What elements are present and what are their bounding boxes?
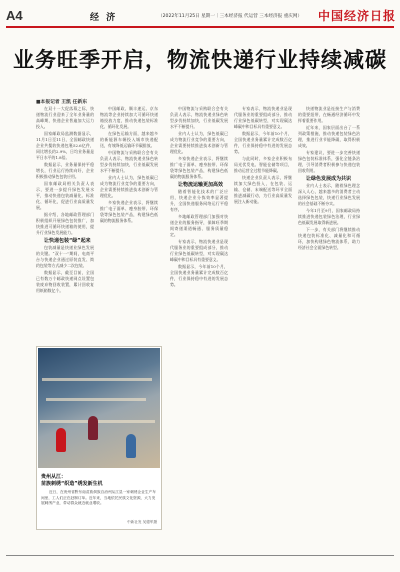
paragraph: 中国邮政、顺丰速运、京东物流等企业持续加大可循环快递箱投放力度，推动快递包装标准化、循环化发展。 bbox=[100, 106, 158, 129]
article-column-4 bbox=[234, 106, 292, 546]
section-title: 经 济 bbox=[90, 13, 118, 23]
paragraph: 业内人士认为，绿色低碳已成为物流行业竞争的重要方向，企业需要持续推进技术创新与管理优化。 bbox=[100, 175, 158, 198]
article-column-3 bbox=[170, 106, 228, 546]
photo-title-line1: 贵州从江： bbox=[41, 474, 67, 480]
paragraph: 专家建议，要进一步完善快递绿色包装标准体系，强化全链条治理，引导消费者积极参与快递包装回收利用。 bbox=[298, 150, 360, 173]
paragraph: 多家快递企业表示，将继续推广电子面单、瘦身胶带、环保袋等绿色包装产品，构建绿色低碳的物流服务体系。 bbox=[170, 156, 228, 179]
paragraph: 中国物流与采购联合会有关负责人表示，物流快递业绿色转型步伐持续加快，行业低碳发展水平不断提升。 bbox=[170, 106, 228, 129]
paragraph: 随着智能化技术的广泛应用，快递企业分拣效率显著提升，全国快递服务网络运行平稳有序。 bbox=[170, 189, 228, 212]
photo-title-line2: 苗族刺绣“织造”绣发新生机 bbox=[41, 481, 103, 487]
paragraph: 数据显示，业务量保持平稳增长，行业运行持续向好，企业积极推动绿色包装应用。 bbox=[36, 162, 94, 179]
article-column-2 bbox=[100, 106, 158, 342]
issue-meta: （2022年11月25日 星期一｜三本经济报 代运营 三本经济报 重庆网） bbox=[158, 14, 303, 19]
paragraph: 业内人士表示，随着绿色理念深入人心，越来越多的消费者主动选择绿色包装，快递行业绿色发展的社会基础不断夯实。 bbox=[298, 183, 360, 206]
page-header bbox=[0, 0, 400, 44]
photo-caption: 近日，在贵州省黔东南苗族侗族自治州从江县一家刺绣企业生产车间里，工人们正在赶制订单。近年来，当地依托民族文化资源，大力发展刺绣产业，带动群众就近就业增收。 bbox=[41, 490, 156, 506]
paragraph: 专家表示，物流快递业是现代服务业的重要组成部分，推动行业绿色低碳转型，对实现碳达峰碳中和目标具有重要意义。 bbox=[170, 239, 228, 262]
photo-title bbox=[41, 473, 103, 487]
paragraph: 国家邮政局相关负责人表示，要进一步提升绿色发展水平，推动快递包装减量化、标准化、循环化，促进行业高质量发展。 bbox=[36, 181, 94, 210]
page-number: A4 bbox=[6, 8, 23, 23]
paragraph: 中国物流与采购联合会有关负责人表示，物流快递业绿色转型步伐持续加快，行业低碳发展水平不断提升。 bbox=[100, 150, 158, 173]
paragraph: 包装减量是快递业绿色发展的关键。“双十一”期间，电商平台与快递企业通过原装直发、简约包装等方式减少二次包装。 bbox=[36, 245, 94, 268]
paragraph: 多地邮政管理部门加强对快递企业的服务指导，保障旺季期间寄递渠道畅通、服务质量稳定。 bbox=[170, 214, 228, 237]
photo-credit: 中新社发 吴德军摄 bbox=[127, 520, 157, 524]
newspaper-masthead: 中国经济日报 bbox=[318, 9, 397, 23]
paragraph: 快递物流业是连接生产与消费的重要纽带，在畅通经济循环中发挥着重要作用。 bbox=[298, 106, 360, 123]
paragraph: 在双十一大促落幕之际，快递物流行业迎来了全年业务量的高峰期，快递企业普遍加大运力投入。 bbox=[36, 106, 94, 129]
paragraph: 业内人士认为，绿色低碳已成为物流行业竞争的重要方向，企业需要持续推进技术创新与管理优化。 bbox=[170, 131, 228, 154]
paragraph: 下一步，有关部门将继续推动快递包装标准化、减量化和可循环，加快构建绿色物流体系，助力经济社会全面绿色转型。 bbox=[298, 227, 360, 250]
paragraph: 今年1月至9月，国家邮政局持续推进快递包装绿色治理，行业绿色低碳发展取得新进展。 bbox=[298, 208, 360, 225]
paragraph: 国家邮政局监测数据显示，11月1日至11日，全国邮政快递企业共揽收快递包裹52.6亿件，同比增长约2.9%，日均业务量是平日水平的1.8倍。 bbox=[36, 131, 94, 160]
headline: 业务旺季开启，物流快递行业持续减碳 bbox=[13, 48, 387, 72]
paragraph: 专家表示，物流快递业是现代服务业的重要组成部分，推动行业绿色低碳转型，对实现碳达峰碳中和目标具有重要意义。 bbox=[234, 106, 292, 129]
paragraph: 据介绍，各地邮政管理部门积极组织开展绿色包装推广，加快推进可循环快递箱的使用，提升行业绿色发展能力。 bbox=[36, 212, 94, 235]
byline: ■本报记者 王凯 任新东 bbox=[36, 100, 88, 105]
subheading: 让快递包装“绿”起来 bbox=[44, 238, 91, 244]
paragraph: 多家快递企业表示，将继续推广电子面单、瘦身胶带、环保袋等绿色包装产品，构建绿色低碳的物流服务体系。 bbox=[100, 200, 158, 223]
paragraph: 数据显示，截至目前，全国已有数万个邮政快递网点设置包装废弃物回收装置，累计回收复用纸箱数亿个。 bbox=[36, 270, 94, 293]
footer-rule bbox=[6, 555, 394, 556]
paragraph: 在绿色运输方面，越来越多的新能源车辆投入城市快递配送，有效降低运输环节碳排放。 bbox=[100, 131, 158, 148]
subheading: 让物流运输更加高效 bbox=[178, 182, 224, 188]
subheading: 让绿色发展成为共识 bbox=[306, 176, 352, 182]
paragraph: 数据显示，今年前10个月，全国快递业务量累计完成数百亿件，行业保持稳中有进的发展态势。 bbox=[234, 131, 292, 154]
article-column-1 bbox=[36, 106, 94, 342]
paragraph: 近年来，国家层面出台了一系列政策措施，推动快递包装绿色治理，推进行业节能降碳，取得积极成效。 bbox=[298, 125, 360, 148]
article-column-5 bbox=[298, 106, 360, 546]
paragraph: 与此同时，多家企业积极布局光伏发电、智能仓储等项目，推动运营全过程节能降碳。 bbox=[234, 156, 292, 173]
paragraph: 快递企业负责人表示，将继续加大绿色投入，在包装、运输、仓储、末端配送等环节全面推进减碳行动，为行业高质量发展注入新动能。 bbox=[234, 175, 292, 204]
photo-box bbox=[36, 346, 162, 530]
factory-photo bbox=[38, 348, 160, 468]
paragraph: 数据显示，今年前10个月，全国快递业务量累计完成数百亿件，行业保持稳中有进的发展态势。 bbox=[170, 264, 228, 287]
header-rule bbox=[6, 26, 394, 28]
